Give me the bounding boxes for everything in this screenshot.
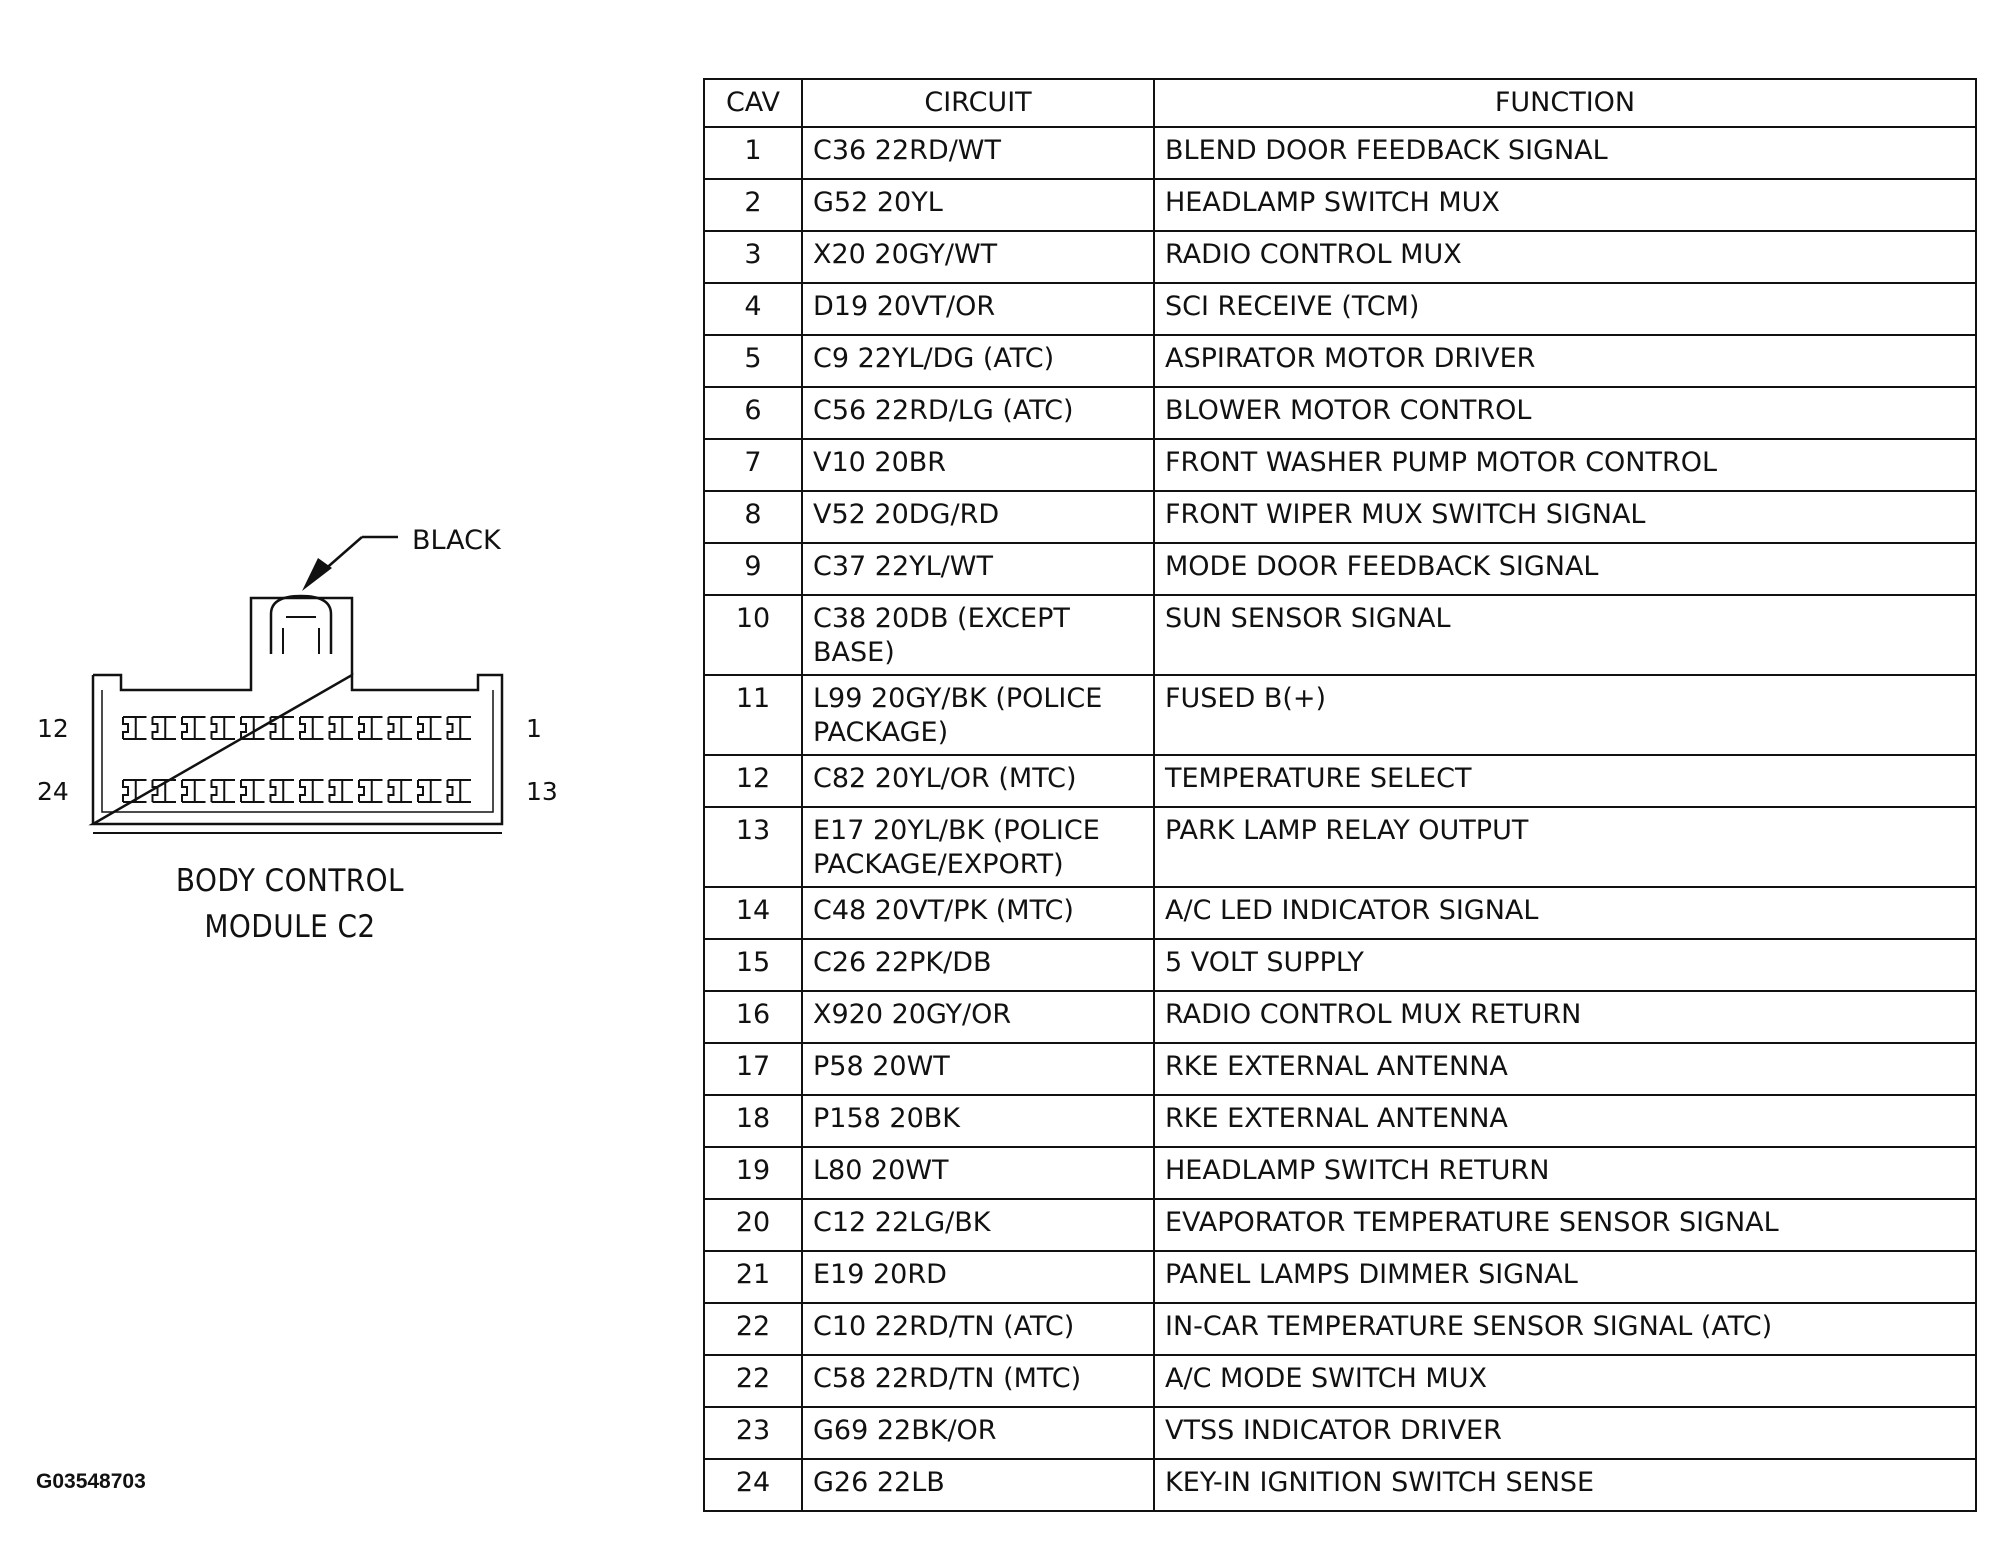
circuit-cell: C26 22PK/DB xyxy=(802,939,1154,991)
cav-cell: 9 xyxy=(704,543,802,595)
latch-tab xyxy=(271,596,331,654)
circuit-cell: C56 22RD/LG (ATC) xyxy=(802,387,1154,439)
function-cell: HEADLAMP SWITCH RETURN xyxy=(1154,1147,1976,1199)
table-row xyxy=(704,939,1976,991)
cav-cell: 2 xyxy=(704,179,802,231)
table-row xyxy=(704,1303,1976,1355)
table-row xyxy=(704,1459,1976,1511)
caption-line-1: BODY CONTROL xyxy=(175,863,405,899)
cav-cell: 16 xyxy=(704,991,802,1043)
function-cell: BLEND DOOR FEEDBACK SIGNAL xyxy=(1154,127,1976,179)
terminal-cavity xyxy=(271,780,295,802)
circuit-cell: L80 20WT xyxy=(802,1147,1154,1199)
terminal-cavity xyxy=(389,717,413,739)
pin-label-12: 12 xyxy=(37,714,69,743)
terminal-cavity xyxy=(448,717,472,739)
cav-cell: 22 xyxy=(704,1355,802,1407)
circuit-cell: C48 20VT/PK (MTC) xyxy=(802,887,1154,939)
table-row xyxy=(704,1251,1976,1303)
connector-latch xyxy=(251,598,352,675)
table-row xyxy=(704,675,1976,755)
table-row xyxy=(704,439,1976,491)
header-circuit: CIRCUIT xyxy=(802,79,1154,127)
connector-caption xyxy=(164,858,416,950)
terminal-cavity xyxy=(330,780,354,802)
terminal-cavity xyxy=(418,717,442,739)
terminal-cavity xyxy=(300,780,324,802)
pin-label-24: 24 xyxy=(37,777,69,806)
function-cell: IN-CAR TEMPERATURE SENSOR SIGNAL (ATC) xyxy=(1154,1303,1976,1355)
table-body xyxy=(704,127,1976,1511)
table-row xyxy=(704,1199,1976,1251)
figure-id: G03548703 xyxy=(36,1470,146,1493)
circuit-cell: P58 20WT xyxy=(802,1043,1154,1095)
table-row xyxy=(704,543,1976,595)
function-cell: RKE EXTERNAL ANTENNA xyxy=(1154,1095,1976,1147)
caption-line-2: MODULE C2 xyxy=(204,909,376,945)
terminal-cavity xyxy=(359,717,383,739)
function-cell: A/C MODE SWITCH MUX xyxy=(1154,1355,1976,1407)
function-cell: PARK LAMP RELAY OUTPUT xyxy=(1154,807,1976,887)
function-cell: RKE EXTERNAL ANTENNA xyxy=(1154,1043,1976,1095)
circuit-cell: E17 20YL/BK (POLICE PACKAGE/EXPORT) xyxy=(802,807,1154,887)
cav-cell: 15 xyxy=(704,939,802,991)
connector-inner-outline xyxy=(102,690,493,812)
function-cell: A/C LED INDICATOR SIGNAL xyxy=(1154,887,1976,939)
cav-cell: 22 xyxy=(704,1303,802,1355)
terminal-cavity xyxy=(359,780,383,802)
table-row xyxy=(704,491,1976,543)
circuit-cell: G52 20YL xyxy=(802,179,1154,231)
cav-cell: 24 xyxy=(704,1459,802,1511)
connector-diagram xyxy=(0,0,700,860)
circuit-cell: V10 20BR xyxy=(802,439,1154,491)
cav-cell: 7 xyxy=(704,439,802,491)
function-cell: BLOWER MOTOR CONTROL xyxy=(1154,387,1976,439)
table-row xyxy=(704,179,1976,231)
table-row xyxy=(704,807,1976,887)
function-cell: RADIO CONTROL MUX xyxy=(1154,231,1976,283)
cav-cell: 20 xyxy=(704,1199,802,1251)
cav-cell: 3 xyxy=(704,231,802,283)
terminal-cavity xyxy=(330,717,354,739)
header-cav: CAV xyxy=(704,79,802,127)
function-cell: PANEL LAMPS DIMMER SIGNAL xyxy=(1154,1251,1976,1303)
function-cell: TEMPERATURE SELECT xyxy=(1154,755,1976,807)
table-row xyxy=(704,1355,1976,1407)
table-row xyxy=(704,1407,1976,1459)
circuit-cell: G26 22LB xyxy=(802,1459,1154,1511)
cav-cell: 17 xyxy=(704,1043,802,1095)
header-function: FUNCTION xyxy=(1154,79,1976,127)
circuit-cell: C10 22RD/TN (ATC) xyxy=(802,1303,1154,1355)
circuit-cell: C38 20DB (EXCEPT BASE) xyxy=(802,595,1154,675)
cav-cell: 23 xyxy=(704,1407,802,1459)
function-cell: KEY-IN IGNITION SWITCH SENSE xyxy=(1154,1459,1976,1511)
circuit-cell: E19 20RD xyxy=(802,1251,1154,1303)
function-cell: FUSED B(+) xyxy=(1154,675,1976,755)
pinout-table xyxy=(703,78,1977,1512)
table-row xyxy=(704,595,1976,675)
terminal-cavity xyxy=(123,780,147,802)
function-cell: SUN SENSOR SIGNAL xyxy=(1154,595,1976,675)
terminal-cavity xyxy=(212,780,236,802)
cav-cell: 1 xyxy=(704,127,802,179)
cav-cell: 18 xyxy=(704,1095,802,1147)
terminal-cavity xyxy=(153,780,177,802)
table-row xyxy=(704,387,1976,439)
circuit-cell: P158 20BK xyxy=(802,1095,1154,1147)
cav-cell: 12 xyxy=(704,755,802,807)
function-cell: SCI RECEIVE (TCM) xyxy=(1154,283,1976,335)
function-cell: ASPIRATOR MOTOR DRIVER xyxy=(1154,335,1976,387)
circuit-cell: C82 20YL/OR (MTC) xyxy=(802,755,1154,807)
function-cell: FRONT WIPER MUX SWITCH SIGNAL xyxy=(1154,491,1976,543)
terminal-cavity xyxy=(241,780,265,802)
table-row xyxy=(704,335,1976,387)
cav-cell: 10 xyxy=(704,595,802,675)
terminal-cavity xyxy=(300,717,324,739)
terminal-cavity xyxy=(153,717,177,739)
terminal-cavity xyxy=(448,780,472,802)
table-row xyxy=(704,231,1976,283)
pin-label-1: 1 xyxy=(526,714,542,743)
terminal-row-1-12 xyxy=(123,717,471,739)
color-callout-label: BLACK xyxy=(412,525,501,556)
terminal-row-13-24 xyxy=(123,780,471,802)
circuit-cell: L99 20GY/BK (POLICE PACKAGE) xyxy=(802,675,1154,755)
table-row xyxy=(704,1043,1976,1095)
function-cell: EVAPORATOR TEMPERATURE SENSOR SIGNAL xyxy=(1154,1199,1976,1251)
callout-arrowhead xyxy=(302,558,332,591)
table-row xyxy=(704,127,1976,179)
circuit-cell: D19 20VT/OR xyxy=(802,283,1154,335)
cav-cell: 5 xyxy=(704,335,802,387)
table-row xyxy=(704,887,1976,939)
pin-label-13: 13 xyxy=(526,777,558,806)
function-cell: VTSS INDICATOR DRIVER xyxy=(1154,1407,1976,1459)
table-row xyxy=(704,755,1976,807)
circuit-cell: C36 22RD/WT xyxy=(802,127,1154,179)
terminal-cavity xyxy=(182,780,206,802)
table-row xyxy=(704,991,1976,1043)
circuit-cell: C37 22YL/WT xyxy=(802,543,1154,595)
circuit-cell: G69 22BK/OR xyxy=(802,1407,1154,1459)
terminal-cavity xyxy=(182,717,206,739)
cav-cell: 11 xyxy=(704,675,802,755)
function-cell: MODE DOOR FEEDBACK SIGNAL xyxy=(1154,543,1976,595)
table-row xyxy=(704,1095,1976,1147)
function-cell: HEADLAMP SWITCH MUX xyxy=(1154,179,1976,231)
cav-cell: 21 xyxy=(704,1251,802,1303)
cav-cell: 19 xyxy=(704,1147,802,1199)
terminal-cavity xyxy=(123,717,147,739)
circuit-cell: V52 20DG/RD xyxy=(802,491,1154,543)
cav-cell: 13 xyxy=(704,807,802,887)
cav-cell: 14 xyxy=(704,887,802,939)
terminal-cavity xyxy=(389,780,413,802)
circuit-cell: X20 20GY/WT xyxy=(802,231,1154,283)
cav-cell: 6 xyxy=(704,387,802,439)
function-cell: RADIO CONTROL MUX RETURN xyxy=(1154,991,1976,1043)
terminal-cavity xyxy=(212,717,236,739)
table-row xyxy=(704,1147,1976,1199)
table-header-row xyxy=(704,79,1976,127)
function-cell: FRONT WASHER PUMP MOTOR CONTROL xyxy=(1154,439,1976,491)
function-cell: 5 VOLT SUPPLY xyxy=(1154,939,1976,991)
circuit-cell: C58 22RD/TN (MTC) xyxy=(802,1355,1154,1407)
table-row xyxy=(704,283,1976,335)
circuit-cell: C12 22LG/BK xyxy=(802,1199,1154,1251)
circuit-cell: X920 20GY/OR xyxy=(802,991,1154,1043)
terminal-cavity xyxy=(418,780,442,802)
circuit-cell: C9 22YL/DG (ATC) xyxy=(802,335,1154,387)
cav-cell: 8 xyxy=(704,491,802,543)
cav-cell: 4 xyxy=(704,283,802,335)
